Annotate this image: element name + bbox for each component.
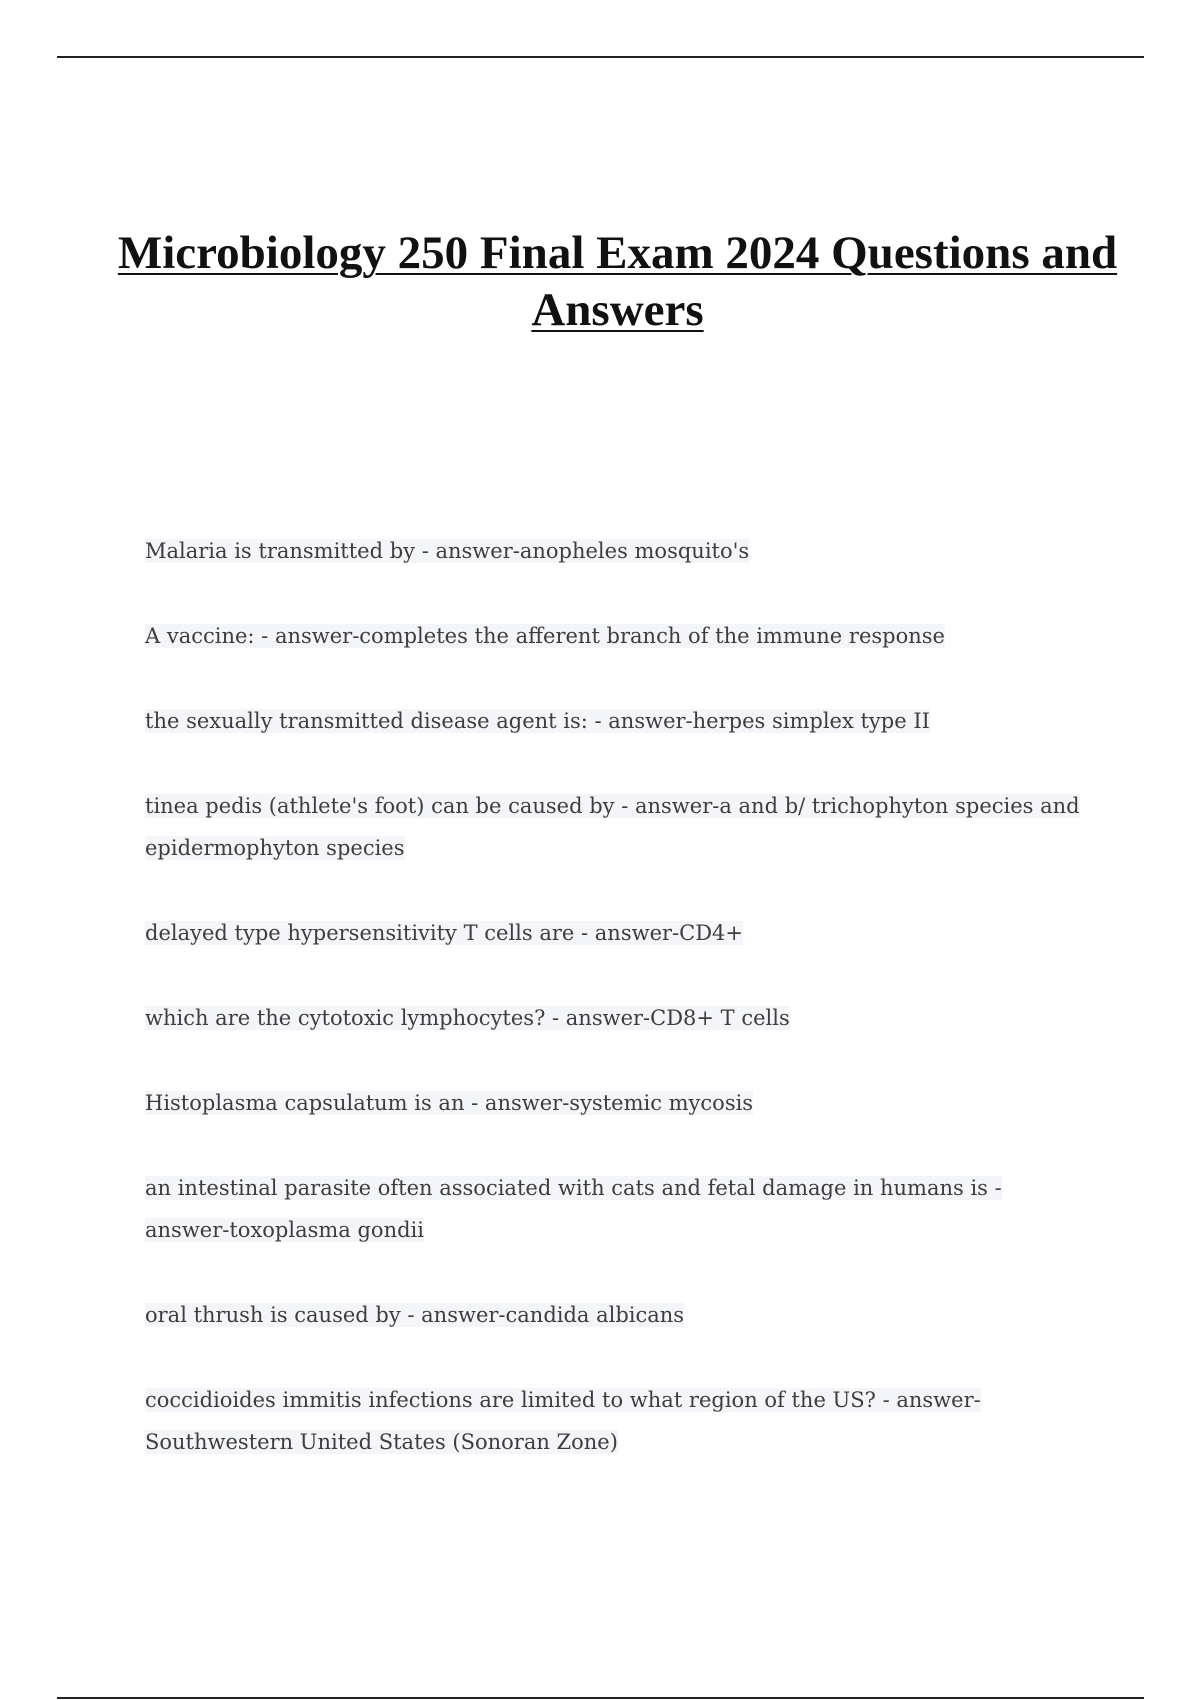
top-rule	[57, 56, 1144, 58]
qa-item-6	[145, 997, 1080, 1039]
qa-item-7	[145, 1082, 1080, 1124]
qa-item-5	[145, 912, 1080, 954]
page-title: Microbiology 250 Final Exam 2024 Questions and Answers	[117, 227, 1118, 336]
qa-item-9	[145, 1294, 1080, 1336]
qa-text: coccidioides immitis infections are limited to what region of the US? - answer-Southwestern United States (Sonoran Zone)	[145, 1388, 981, 1454]
qa-text: Malaria is transmitted by - answer-anopheles mosquito's	[145, 539, 750, 563]
qa-text: Histoplasma capsulatum is an - answer-systemic mycosis	[145, 1091, 754, 1115]
qa-item-4	[145, 785, 1080, 869]
qa-text: tinea pedis (athlete's foot) can be caused by - answer-a and b/ trichophyton species and epidermophyton species	[145, 794, 1080, 860]
qa-item-10	[145, 1379, 1080, 1463]
bottom-rule	[57, 1697, 1144, 1699]
qa-text: A vaccine: - answer-completes the afferent branch of the immune response	[145, 624, 945, 648]
qa-item-3	[145, 700, 1080, 742]
qa-text: the sexually transmitted disease agent is: - answer-herpes simplex type II	[145, 709, 930, 733]
qa-list	[145, 530, 1080, 1506]
qa-text: oral thrush is caused by - answer-candida albicans	[145, 1303, 685, 1327]
qa-item-2	[145, 615, 1080, 657]
qa-item-8	[145, 1167, 1080, 1251]
qa-text: delayed type hypersensitivity T cells are - answer-CD4+	[145, 921, 744, 945]
qa-text: which are the cytotoxic lymphocytes? - answer-CD8+ T cells	[145, 1006, 790, 1030]
qa-item-1	[145, 530, 1080, 572]
qa-text: an intestinal parasite often associated with cats and fetal damage in humans is - answer-toxoplasma gondii	[145, 1176, 1002, 1242]
